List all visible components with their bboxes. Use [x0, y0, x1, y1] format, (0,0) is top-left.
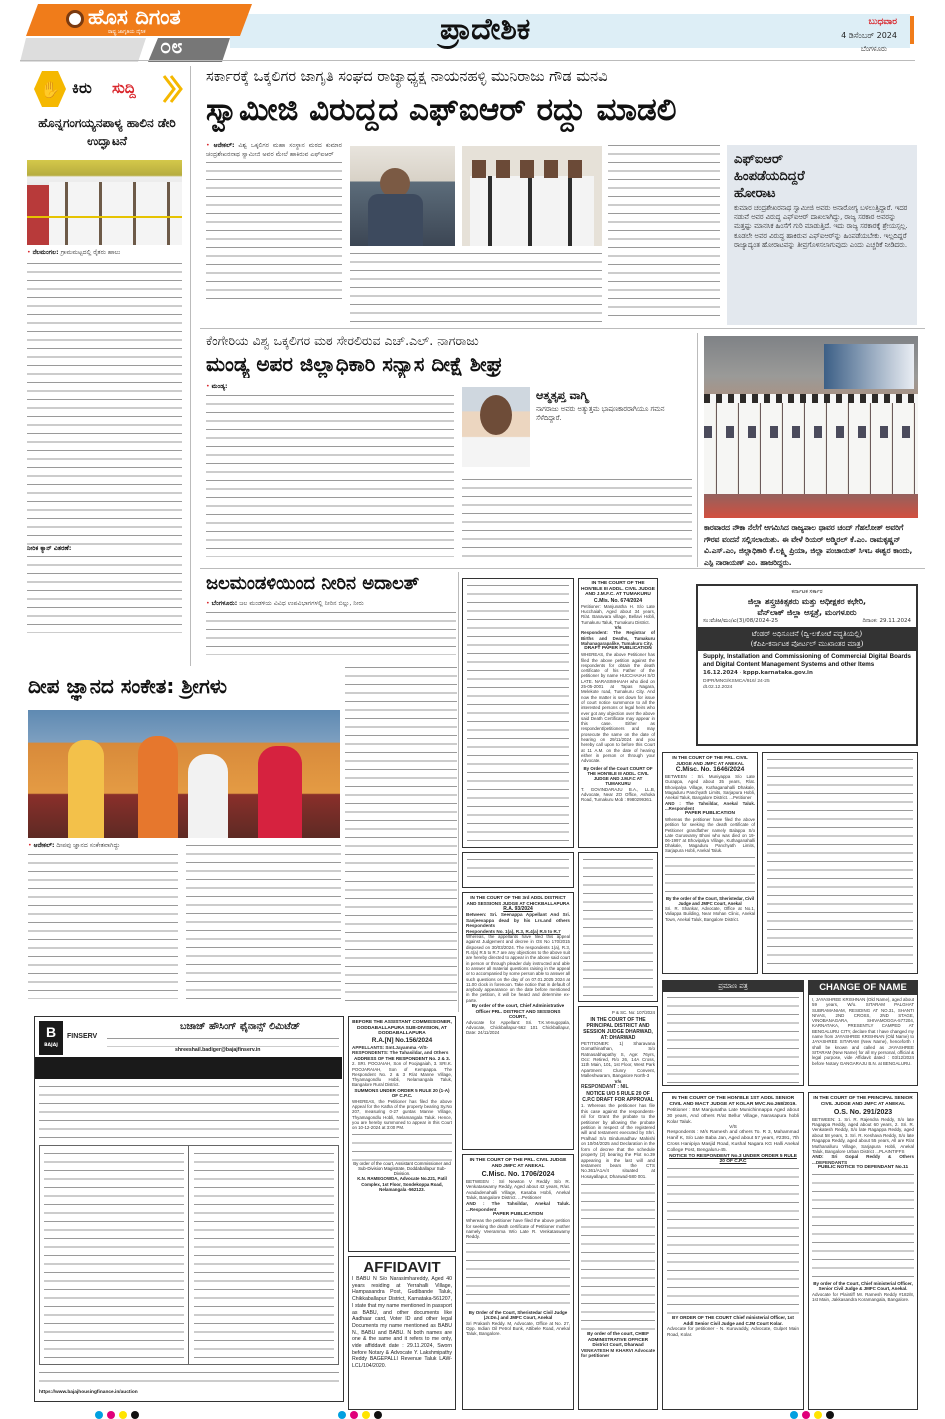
- doddaballapura-notice: [348, 1016, 456, 1252]
- water-lead: ಜಲ ಮಂಡಳಿಯ ವಿವಿಧ ಉಪವಿಭಾಗಗಳಲ್ಲಿ ನೀರಿನ ಬಿಲ್ಲು, ನೀರು: [239, 600, 364, 607]
- chickballapur-court-notice: [462, 892, 574, 1150]
- bajaj-url: https://www.bajajhousingfinance.in/auction: [39, 1390, 138, 1395]
- lead-photo-2: [462, 146, 602, 246]
- kolar-court: IN THE COURT OF THE HON'BLE 1ST ADDL SENIOR CIVIL AND MACT JUDGE AT KOLAR MVC.No.268/2019.: [669, 1096, 797, 1107]
- pramana-patra-notice: [662, 980, 804, 1086]
- magenta-mark-icon: [802, 1411, 810, 1419]
- yellow-mark-icon: [362, 1411, 370, 1419]
- dharwad-court-notice: [578, 1006, 658, 1410]
- os291-notice: PUBLIC NOTICE TO DEFENDANT No.11: [817, 1165, 909, 1171]
- naval-photo-caption: ಕಾರವಾರದ ನೌಕಾ ನೆಲೆಗೆ ಆಗಮಿಸಿದ ರಾಜ್ಯಪಾಲ ಥಾವರ ಚಂದ್ ಗೆಹಲೋತ್ ಅವರಿಗೆ ಗೌರವ ವಂದನೆ ಸಲ್ಲಿಸಲಾಯಿತು. ಈ ವೇಳೆ ರಿಯರ್ ಅಡ್ಮಿರಲ್ ಕೆ.ಎಂ. ರಾಮಕೃಷ್ಣನ್ ವಿ.ಎಸ್.ಎಂ, ಜಿಲ್ಲಾಧಿಕಾರಿ ಕೆ.ಲಕ್ಷ್ಮಿ ಪ್ರಿಯಾ, ಜಿಲ್ಲಾ ಪಂಚಾಯತ್ ಸಿಇಒ ಈಶ್ವರ ಕಾಂದು, ಎಸ್ಪಿ ನಾರಾಯಣ್ ಎಂ. ಹಾಜರಿದ್ದರು.: [704, 523, 913, 567]
- tumakuru-body: WHEREAS, the above Petitioner has filed the above petition against the respondents for obtain the death certificate of his Father of the petitioner by name HUCCHAIAH S/O LATE. NARASIMHAIAH who died on 25-05-2001 at Tapas Nagara, Melekote road, Tumakuru City. And now the matter is set down for issue of court notice summonce to all the interested persons or legal heirs who ever got any objection over the above said Death Certificate may appear in this case. Either as respondent/petitioners and may prosecute the same on the date of hearing on 29/11/2024 and you hereby call upon to before this Court at 11 A.M. on the date of hearing either in person or through your Advocate.: [581, 652, 655, 764]
- magenta-mark-icon: [107, 1411, 115, 1419]
- doddaballapura-body: WHEREAS, the Petitioner has filed the above Appeal for the Katha of the property bearing Sy.No 207, measuring 0-27 guntas Manne Village, Thyamagondlu Hobli, Nelamangala Taluk. Hence, you are hereby summoned to appear in this Court on 10-12-2024 at 3:00 PM.: [352, 1098, 452, 1131]
- kolar-vs: V/S: [729, 1125, 737, 1131]
- kirusuddi-headline: ಹೊನ್ನಗಂಗಯ್ಯನಪಾಳ್ಯ ಹಾಲಿನ ಡೇರಿ ಉದ್ಘಾಟನೆ: [38, 116, 176, 148]
- bajaj-banner: [35, 1057, 342, 1079]
- tumakuru-petitioner: Petitioner: Manjunatha H. S/o Late Hucchaiah, Aged about 34 years, R/at. Banavara village, Bellavi Hobli, Tumakuru Taluk, Tumakuru District.: [581, 603, 655, 625]
- bajaj-brand: FINSERV: [67, 1033, 98, 1040]
- tender-notice: ಕರ್ನಾಟಕ ಸರ್ಕಾರ ಜಿಲ್ಲಾ ಶಸ್ತ್ರಚಿಕಿತ್ಸಕರು ಮತ್ತು ಅಧೀಕ್ಷಕರ ಕಛೇರಿ, ವೆನ್‌ಲಾಕ್ ಜಿಲ್ಲಾ ಆಸ್ಪತ್ರೆ, ಮಂಗಳೂರು ಸಂ:ವೆಜಿಆ/ಮಂ/ಖ(3)/08/2024-25 ದಿನಾಂಕ: 29.11.2024 ಟೆಂಡರ್ ಅಧಿಸೂಚನೆ (ದ್ವಿ-ಲಕೋಟೆ ಪದ್ಧತಿಯಲ್ಲಿ) (ಕೆಪಿಪಿ-ಕರ್ನಾಟಕ ಪೋರ್ಟಲ್ ಮುಖಾಂತರ ಮಾತ್ರ) Supply, Installation and Commissioning of Commercial Digital Boards and Digital Content Management Systems and other Items 16.12.2024 · kppp.karnataka.gov.in DIPR/MNG/KSMCA/916/ 24-25 dt.02.12.2024: [696, 584, 918, 746]
- tumakuru-vs: V/s: [614, 624, 622, 630]
- header-divider: [20, 60, 915, 61]
- print-registration-marks: [0, 1410, 945, 1419]
- bajaj-title: ಬಜಾಜ್ ಹೌಸಿಂಗ್ ಫೈನಾನ್ಸ್ ಲಿಮಿಟೆಡ್: [180, 1021, 300, 1032]
- dairy-inauguration-photo: [27, 160, 182, 245]
- dharwad-sign: By order of the court, CHIEF ADMINISTRATIVE OFFICER District Court, Dharwad: [587, 1331, 649, 1348]
- nagaraju-portrait: [462, 387, 530, 467]
- kirusuddi-body: [27, 249, 182, 639]
- kolar-respondents: Respondents : M/s Ramesh and others To. R 3, Mahammad Hanif K, S/o Late Baba Jan, Aged about 57 years, #2391, 7th Cross Hanipiya Masjid Road, Kushal Nagara KG Halli Anekal College Post, Bengaluru-45.: [667, 1130, 799, 1153]
- kirusuddi-lead: ಗ್ರಾಮಮಟ್ಟದಲ್ಲಿ ರೈತರು ಹಾಲು: [60, 249, 121, 256]
- anekal-1706-sign: By Order of the Court, Sheristedar Civil Judge (Jr.Dn.) and JMFC Court, Anekal: [468, 1309, 568, 1321]
- tender-deadline: 16.12.2024: [703, 670, 738, 676]
- column-divider: [190, 66, 191, 666]
- os291-sign: By order of the Court, Chief ministerial Officer, Senior Civil Judge & JMFC Court, Anekal.: [813, 1281, 913, 1292]
- lead-col2: [350, 250, 602, 324]
- chickballapur-advocate: Advocate for Appellant: Sri. T.K.Venugopala, Advocate, Chickballapur-562 101 Chickballapur, Date: 24/11/2024: [466, 1019, 570, 1036]
- anekal-1646-advocate: Sri. R. Shankar, Advocate, Office at No.1, Valiappa Building, Near Mohan Clinic, Anekal Town, Anekal Taluk, Bangalore District.: [665, 906, 755, 922]
- tender-banner: [698, 627, 916, 651]
- tender-ref: ಸಂ:ವೆಜಿಆ/ಮಂ/ಖ(3)/08/2024-25: [703, 618, 779, 624]
- anekal-1646-court: IN THE COURT OF THE PRL. CIVIL JUDGE AND JMFC AT ANEKAL: [672, 755, 748, 766]
- mandya-col2: [462, 476, 692, 564]
- deepa-headline: ದೀಪ ಜ್ಞಾನದ ಸಂಕೇತ: ಶ್ರೀಗಳು: [28, 674, 227, 698]
- kolar-advocate: Advocate for petitioner - N. Kuruvaddy, Advocate, Gulpet Main Road, Kolar.: [667, 1326, 799, 1337]
- masthead: [0, 0, 945, 62]
- doddaballapura-advocate: K.N. RAMEGOWDA, Advocate No.221, Patil Complex, 1st Floor, Sondekoppa Road, Nelamangala -562123.: [357, 1176, 447, 1193]
- mandya-col1: • ಮಂಡ್ಯ:: [206, 383, 454, 563]
- mandya-headline: ಮಂಡ್ಯ ಅಪರ ಜಿಲ್ಲಾಧಿಕಾರಿ ಸನ್ಯಾಸ ದೀಕ್ಷೆ ಶೀಘ್ರ: [206, 352, 503, 376]
- tender-hospital: ವೆನ್‌ಲಾಕ್ ಜಿಲ್ಲಾ ಆಸ್ಪತ್ರೆ, ಮಂಗಳೂರು: [757, 608, 857, 617]
- deepa-ceremony-photo: [28, 710, 340, 838]
- tender-banner-line1: ಟೆಂಡರ್ ಅಧಿಸೂಚನೆ (ದ್ವಿ-ಲಕೋಟೆ ಪದ್ಧತಿಯಲ್ಲಿ): [751, 630, 863, 638]
- issue-date: 4 ಡಿಸೆಂಬರ್ 2024: [841, 31, 897, 40]
- svg-text:✋: ✋: [40, 80, 60, 99]
- tumakuru-respondent: Respondent: The Registrar of Births and Deaths, Tumakuru Mahanagarapalike, Tumakuru City.: [581, 630, 655, 646]
- kannada-court-notice-1: [462, 578, 574, 848]
- dharwad-ref: P & SC. No: 107/2024: [611, 1010, 655, 1015]
- dharwad-respondent: RESPONDANT : NIL: [581, 1083, 629, 1090]
- chickballapur-case: R.A. 93/2024: [503, 906, 533, 913]
- yellow-mark-icon: [119, 1411, 127, 1419]
- deepa-dateline: ಆನೇಕಲ್:: [33, 842, 55, 849]
- accent-bar: [910, 16, 914, 44]
- column-divider: [458, 572, 459, 1012]
- kirusuddi-badge: [28, 68, 188, 110]
- change-of-name-title: CHANGE OF NAME: [809, 981, 917, 995]
- nagaraju-quote-box: [462, 387, 690, 472]
- lead-col1: • ಆನೇಕಲ್: ವಿಶ್ವ ಒಕ್ಕಲಿಗರ ಮಹಾ ಸಂಸ್ಥಾನ ಮಠದ ಕುಮಾರ ಚಂದ್ರಶೇಖರನಾಥ ಸ್ವಾಮೀಜಿ ಅವರ ಮೇಲೆ ಹಾಕಿರುವ ಎಫ್‌ಐಆರ್: [206, 142, 342, 322]
- deepa-col1: • ಆನೇಕಲ್: ದೀಪವು ಜ್ಞಾನದ ಸಂಕೇತವಾಗಿದ್ದು: [28, 842, 178, 1007]
- kirusuddi-subhead: ನೀರಿಕ ಕ್ಯಾನ್ ವಿತರಣೆ:: [27, 544, 72, 552]
- chickballapur-sign: By order of the court, Chief Administrative Officer PRL. DISTRICT AND SESSIONS COURT.,: [471, 1003, 565, 1020]
- kannada-court-notice-2: [762, 752, 918, 974]
- doddaballapura-court: BEFORE THE ASSISTANT COMMISSIONER, DODDABALLAPURA SUB-DIVISION, AT DODDABALLAPURA: [352, 1020, 452, 1037]
- bajaj-email: shreeshail.badiger@bajajfinserv.in: [175, 1047, 261, 1053]
- chickballapur-resp: Respondents No. 1(a), R.3, R.4(a) R.5 to R.7: [466, 928, 561, 934]
- kolar-notice: NOTICE TO RESPONDENT No.3 UNDER ORDER 5 RULE 20 OF C.P.C: [669, 1153, 797, 1165]
- anekal-1646-between: BETWEEN : Sri. Muniyappa S/o Late Gurappa, Aged about 35 years, R/at. Bhovipalya Village, Kuthaganahalli Dhakale, Magaduru Panchyath Limits, Sarjapura Hobli, Anekal Taluk, Bangalore District. ...Petitioner: [665, 774, 755, 801]
- tender-date: ದಿನಾಂಕ: 29.11.2024: [862, 618, 911, 624]
- os291-advocate: Advocate for Plaintiff Mr. Ramesh Reddy #182/8, 1st Main, Jakkasandra Koramangala, Bangalore.: [812, 1291, 914, 1303]
- tender-banner-line2: (ಕೆಪಿಪಿ-ಕರ್ನಾಟಕ ಪೋರ್ಟಲ್ ಮುಖಾಂತರ ಮಾತ್ರ): [750, 640, 864, 648]
- kirusuddi-dateline: ನೆಲಮಂಗಲ:: [32, 249, 59, 256]
- doddaballapura-case: R.A.[N] No.156/2024: [371, 1036, 433, 1044]
- naval-guard-photo: [704, 336, 918, 518]
- lead-text: ವಿಶ್ವ ಒಕ್ಕಲಿಗರ ಮಹಾ ಸಂಸ್ಥಾನ ಮಠದ ಕುಮಾರ ಚಂದ್ರಶೇಖರನಾಥ ಸ್ವಾಮೀಜಿ ಅವರ ಮೇಲೆ ಹಾಕಿರುವ ಎಫ್‌ಐಆರ್: [206, 142, 342, 158]
- os291-court: IN THE COURT OF THE PRINCIPAL SENIOR CIVIL JUDGE AND JMFC AT ANEKAL: [813, 1096, 913, 1107]
- tender-body: Supply, Installation and Commissioning of Commercial Digital Boards and Digital Content Management Systems and other Items: [703, 653, 911, 668]
- chickballapur-court: IN THE COURT OF THE 3rd ADDL DISTRICT AND SESSIONS JUDGE AT CHICKBALLAPURA: [466, 895, 570, 906]
- chickballapur-body: Whereas, the appellants have filed this appeal against Judgement and decree in OS No 170/2015 disposed on 30/03/2024. The respondents 1(a), R.3, R.4(a) R.5 to R.7 are any objections to the above suit are hereby directed to appear in the above said court in person or through pleader duly instructed and able to answer all material questions raising in the appeal or to accompanied by some person able to answer all such questions on the day of on 07.01.2025 2024 at 11.00 clock in forenoon. Take notice that in default of anybody appearance on the date before mentioned in the petition, it will be heard and determine ex-parte.: [466, 934, 570, 1003]
- anekal-1706-court: IN THE COURT OF THE PRL. CIVIL JUDGE AND JMFC AT ANEKAL: [469, 1158, 567, 1169]
- lead-photo-1: [350, 146, 455, 246]
- bajaj-logo-icon: B BAJAJ: [39, 1021, 63, 1055]
- chickballapur-between: Between: Sri. Seenappa Appellant And Sri. Sanjeevappa dead by his Lrs.and others Respondents: [466, 912, 570, 929]
- mandya-dateline: ಮಂಡ್ಯ:: [211, 383, 228, 390]
- quote-title: ಆತ್ಮತೃಪ್ತ ವಾಗ್ಮಿ: [536, 389, 588, 402]
- water-col2: [345, 664, 457, 874]
- kirusuddi-label-b: ಸುದ್ದಿ: [112, 79, 136, 97]
- deepa-lead: ದೀಪವು ಜ್ಞಾನದ ಸಂಕೇತವಾಗಿದ್ದು: [56, 842, 120, 849]
- tumakuru-sign: By Order of the Court COURT OF THE HON'BLE III ADDL. CIVIL JUDGE AND J.M.F.C AT TUMAKURU: [583, 765, 653, 787]
- issue-day: ಬುಧವಾರ: [868, 17, 897, 27]
- tender-office: ಜಿಲ್ಲಾ ಶಸ್ತ್ರಚಿಕಿತ್ಸಕರು ಮತ್ತು ಅಧೀಕ್ಷಕರ ಕಛೇರಿ,: [747, 597, 867, 606]
- anekal-1646-body: Whereas the petitioner have filed the above petition for seeking the death certificate of Petitioner grandfather namely Balappa S/o Late Gurusvamy Bhovi who was died on 19-06-1997 at Bhovipalya Village, Kuthaganahalli Dhakale, Magaduru Panchyath Limits, Sarjapura Hobli, Anekal Taluk.: [665, 817, 755, 854]
- doddaballapura-appellants: APPELLANTS: Smt.Jayamma -V/S-: [352, 1044, 429, 1050]
- doddaballapura-address-heading: ADDRESS OF THE RESPONDENT No. 2 & 3.: [354, 1055, 450, 1061]
- black-mark-icon: [131, 1411, 139, 1419]
- os291-and: AND: Sri Gopal Reddy & Others ...DEFENDANTS: [812, 1154, 914, 1165]
- anekal-1646-court-notice: [662, 752, 758, 974]
- anekal-1706-advocate: Sri Prakash Reddy. M, Advocate, Office at No. 27, Opp. Indian Oil Petrol Bunk, Attibele Road, Anekal Taluk, Bangalore.: [466, 1320, 570, 1337]
- water-headline: ಜಲಮಂಡಳಿಯಿಂದ ನೀರಿನ ಅದಾಲತ್: [206, 573, 420, 594]
- issue-city: ಬೆಂಗಳೂರು: [860, 45, 887, 53]
- dharwad-body: 1. Whereas the petitioner has file this case against the respondents- nil for Grant the probate to the petitioner by allowing the probate petition in respect of the registered will and testament executed by Shri. Pralhad S/o Bindumadhav Mahishi on 10/04/2025 and Declaration in the form of decree that the schedule property (2) bearing the Plot no.39 appearing in the last will and testament bears the CTS No.361/A1A/4 situated at Hosayallapur, Dharwad-580 001.: [581, 1103, 655, 1179]
- dharwad-court: IN THE COURT OF THE PRINCIPAL DISTRICT AND SESSION JUDGE DHARWAD, AT: DHARWAD: [583, 1016, 653, 1041]
- lead-headline: ಸ್ವಾಮೀಜಿ ವಿರುದ್ದದ ಎಫ್‌ಐಆರ್ ರದ್ದು ಮಾಡಲಿ: [206, 92, 677, 128]
- page-number: ೦೮: [160, 34, 183, 58]
- magenta-mark-icon: [350, 1411, 358, 1419]
- affidavit-notice: [348, 1256, 456, 1410]
- pramana-patra-title: ಪ್ರಮಾಣ ಪತ್ರ: [663, 981, 803, 992]
- anekal-1646-and: AND : The Tahsildar, Anekal Taluk. ...Respondent: [665, 800, 755, 811]
- lead-col3: [608, 142, 720, 324]
- sidebar-box-title: ಎಫ್‌ಐಆರ್ ಹಿಂಪಡೆಯದಿದ್ದರೆ ಹೋರಾಟ: [734, 152, 805, 201]
- anekal-1646-sign: By the order of the Court, Sheristedar, Civil Judge and JMFC Court, Anekal: [665, 895, 755, 906]
- kannada-legal-notice: [462, 852, 574, 888]
- os291-case: O.S. No. 291/2023: [833, 1108, 893, 1116]
- change-of-name-body: I, JAYASHREE KRISHNAN (Old Name), aged about 59 years, W/o. SITARAM PALGHAT SUBRAMANIAM, RESIDING AT NO.31, SHANTI NIVAS, 2ND CROSS, 2ND STAGE, VINOBANAGARA, SHIVAMOGGA-577204, KARNATAKA, PRESENTLY CAMPED AT BENGALURU CITY, declare that I have changed my name from JAYASHREE KRISHNAN (Old Name) to JAYASHREE SITARAM (New Name), henceforth I shall be known and called as JAYASHREE SITARAM (New Name) for all my personal, official & legal purpose, vide Affidavit dated : 03/12/2024 before Notary GANGARAJU B.N. at BENGALURU.: [812, 997, 914, 1066]
- doddaballapura-summons: SUMMONS UNDER ORDER 5 RULE 20 (1-A) OF C.P.C.: [354, 1087, 450, 1099]
- deepa-col3: [345, 878, 457, 1008]
- bajaj-logo-text: BAJAJ: [44, 1043, 58, 1048]
- hand-icon: [28, 68, 188, 110]
- dharwad-advocate: VENKATESH M KHARVI Advocate for petitioner: [581, 1347, 655, 1359]
- doddaballapura-sign: By order of the court, Assistant Commissioner and Sub-Division Magistrate, Doddaballapur Sub-Division.: [353, 1160, 451, 1177]
- anekal-1646-case: C.Misc. No. 1646/2024: [675, 766, 745, 774]
- anekal-1706-heading: PAPER PUBLICATION: [493, 1212, 543, 1218]
- kannada-notice-3: [578, 852, 658, 1002]
- kolar-sign: BY ORDER OF THE COURT Chief ministerial Officer, 1st Addl Senior Civil Judge and CJM Court Kolar.: [672, 1315, 794, 1326]
- quote-body: ನಾಗರಾಜು ಅವರು ಅತ್ಯುತ್ತಮ ಭಾಷಣಕಾರರಾಗಿಯೂ ಗಮನ ಸೆಳೆದಿದ್ದಾರೆ.: [536, 405, 665, 422]
- column-divider: [697, 333, 698, 567]
- affidavit-body: I BABU N S/o Narasimhareddy, Aged 40 years residing at Yerrahalli Village, Hampasandra Post, Gudibande Taluk, Chikkaballapur District, Karnataka-561207, I state that my name mentioned in passport as BABU, and other documents like Aadhaar card, Voter ID and other legal Documents my name mentioned as BABU N., BABU and BABU. N both names are one & the same and it refers to me only, vide affiddavit date : 29.11.2024, Sworn before Notary & Advocate Y. Lakshmipathy Reddy BAGEPALLI Revenue Taluk LAW-LCL/104/2020.: [352, 1276, 452, 1370]
- tender-portal: kppp.karnataka.gov.in: [743, 670, 813, 676]
- anekal-1706-and: AND : The Tahsildar, Anekal Taluk. ...Respondent: [466, 1200, 570, 1212]
- tumakuru-advocate: T. GOVINDARAJU B.A., LL.B, Advocate, Near ZO Office, Ashoka Road, Tumakuru Mob : 9980299361.: [581, 786, 655, 803]
- anekal-1646-heading: PAPER PUBLICATION: [685, 811, 735, 817]
- sidebar-box-body: ಕುಮಾರ ಚಂದ್ರಶೇಖರನಾಥ ಸ್ವಾಮೀಜಿ ಅವರು ಅನಾರೋಗ್ಯ ಬಳಲುತ್ತಿದ್ದಾರೆ. ಇದರ ನಡುವೆ ಅವರ ವಿರುದ್ಧ ಎಫ್‌ಐಆರ್ ದಾಖಲಾಗಿದ್ದು, ರಾಜ್ಯ ಸರಕಾರ ಅವರನ್ನು ಮತ್ತಷ್ಟು ಮಾನಸಿಕ ಹಿಂಸೆಗೆ ಗುರಿ ಮಾಡುತ್ತಿದೆ. ಇದು ರಾಜ್ಯ ಸರಕಾರಕ್ಕೆ ಶ್ರೇಯಸ್ಸಲ್ಲ. ಕೂಡಲೇ ಅವರ ವಿರುದ್ಧ ಹಾಕಿರುವ ಎಫ್‌ಐಆರ್‌ನ್ನು ಹಿಂಪಡೆಯಬೇಕು. ಇಲ್ಲದಿದ್ದರೆ ರಾಜ್ಯಾದ್ಯಂತ ಹೋರಾಟವನ್ನು ತೀವ್ರಗೊಳಿಸಲಾಗುವುದು ಎಂದು ಎಚ್ಚರಿಕೆ ನೀಡಿದರು.: [734, 204, 908, 249]
- anekal-1706-body: Whereas the petitioner have filed the above petition for seeking the death certificate of Petitioner mother namely Veeramma W/o Late R. Venkataswamy Reddy.: [466, 1218, 570, 1240]
- lead-kicker: ಸರ್ಕಾರಕ್ಕೆ ಒಕ್ಕಲಿಗರ ಜಾಗೃತಿ ಸಂಘದ ರಾಜ್ಯಾಧ್ಯಕ್ಷ ನಾಯನಹಳ್ಳಿ ಮುನಿರಾಜು ಗೌಡ ಮನವಿ: [206, 69, 608, 85]
- logo-name: ಹೊಸ ದಿಗಂತ: [88, 5, 181, 29]
- lead-dateline: ಆನೇಕಲ್:: [213, 142, 235, 149]
- change-of-name-notice: [808, 980, 918, 1086]
- tumakuru-court: IN THE COURT OF THE HON'BLE III ADDL. CIVIL JUDGE AND J.M.F.C. AT TUMAKURU: [581, 581, 655, 598]
- section-divider: [200, 328, 925, 329]
- cyan-mark-icon: [790, 1411, 798, 1419]
- logo-tagline: ರಾಷ್ಟ್ರ ಜಾಗೃತಿಯ ದೈನಿಕ: [108, 29, 146, 35]
- os291-court-notice: [808, 1092, 918, 1410]
- bajaj-auction-notice: [34, 1016, 344, 1402]
- affidavit-title: AFFIDAVIT: [363, 1259, 441, 1276]
- dharwad-vs: V/s: [614, 1078, 622, 1084]
- cyan-mark-icon: [338, 1411, 346, 1419]
- black-mark-icon: [374, 1411, 382, 1419]
- yellow-mark-icon: [814, 1411, 822, 1419]
- water-body: • ಬೆಂಗಳೂರು: ಜಲ ಮಂಡಳಿಯ ವಿವಿಧ ಉಪವಿಭಾಗಗಳಲ್ಲಿ ನೀರಿನ ಬಿಲ್ಲು, ನೀರು: [206, 600, 456, 660]
- water-dateline: ಬೆಂಗಳೂರು:: [211, 600, 238, 607]
- tumakuru-case: C.Mis. No. 674/2024: [593, 597, 643, 604]
- doddaballapura-address: 2. SRI. POOJAIAH, Son of Poojagaiah, 3. SRI.K. POOJARAIAH, Son of Kempappa. The Respondent No. 2 & 3 R/at Manne Village, Thyamagondlu Hobli, Nelamangala Taluk, Bangalore Rural District.: [352, 1061, 452, 1088]
- mandya-kicker: ಕೆಂಗೇರಿಯ ವಿಶ್ವ ಒಕ್ಕಲಿಗರ ಮಠ ಸೇರಲಿರುವ ಎಚ್.ಎಲ್. ನಾಗರಾಜು: [206, 333, 479, 348]
- kirusuddi-label-a: ಕಿರು: [72, 79, 92, 97]
- sidebar-box: [727, 145, 917, 325]
- header-band: [230, 14, 910, 48]
- deepa-col2: [186, 842, 341, 1007]
- anekal-1706-between: BETWEEN : Sri Newton V Reddy S/o R. Venkataswamy Reddy, Aged about 42 years, R/at. Avadadenahalli Village, Kasaba Hobli, Anekal Taluk, Bangalore District. ...Petitioner: [466, 1178, 570, 1201]
- kolar-court-notice: [662, 1092, 804, 1410]
- red-bullet-icon: •: [27, 249, 33, 256]
- doddaballapura-respondents: RESPONDENTS: The Tahasildar, and Others: [352, 1050, 449, 1056]
- tumakuru-court-notice: [578, 578, 658, 848]
- section-title: ಪ್ರಾದೇಶಿಕ: [440, 12, 531, 47]
- kolar-petitioner: Petitioner : BM Manjunatha Late Munichinnappa Aged about 30 years, And others R/at Bellur Village, Narasapura hobli Kolar Taluk.: [667, 1108, 799, 1125]
- cyan-mark-icon: [95, 1411, 103, 1419]
- tumakuru-heading: DRAFT PAPER PUBLICATION: [584, 646, 652, 652]
- anekal-1706-case: C.Misc. No. 1706/2024: [481, 1170, 555, 1178]
- section-divider: [200, 568, 925, 569]
- logo-mark-icon: [66, 10, 84, 28]
- tender-dipr: DIPR/MNG/KSMCA/916/ 24-25 dt.02.12.2024: [703, 679, 770, 690]
- anekal-1706-court-notice: [462, 1154, 574, 1410]
- dharwad-petitioner: PETITIONER: 1) Sharavana Gomathinathan, S/o Ratnasabhapathy S, Age: 76yrs, Occ: Retired, R/o 26, 14A Cross, 11th Main, 101, 1st Floor, West Park Apartment Clunry Convent, Malleshwaram, Bangalore North-3: [581, 1040, 655, 1079]
- tender-gov: ಕರ್ನಾಟಕ ಸರ್ಕಾರ: [791, 589, 823, 595]
- black-mark-icon: [826, 1411, 834, 1419]
- dharwad-notice: NOTICE U/O 5 RULE 20 OF C.P.C DRAFT FOR APPROVAL: [582, 1091, 654, 1104]
- os291-between: BETWEEN: 1. Sri. R. Rajendra Reddy, S/o late Ragappa Reddy, aged about 60 years, 2. Sri. R. Venkatesh Reddy, S/o late Ragappa Reddy, aged about 58 years, 3. Sri. R. Keshava Reddy, S/o late Ragappa Reddy, aged about 55 years, All are R/at Muthanalluru Village, Sarjapura Hobli, Anekal Taluk, Bangalore Urban District ...PLAINTIFFS: [812, 1116, 914, 1155]
